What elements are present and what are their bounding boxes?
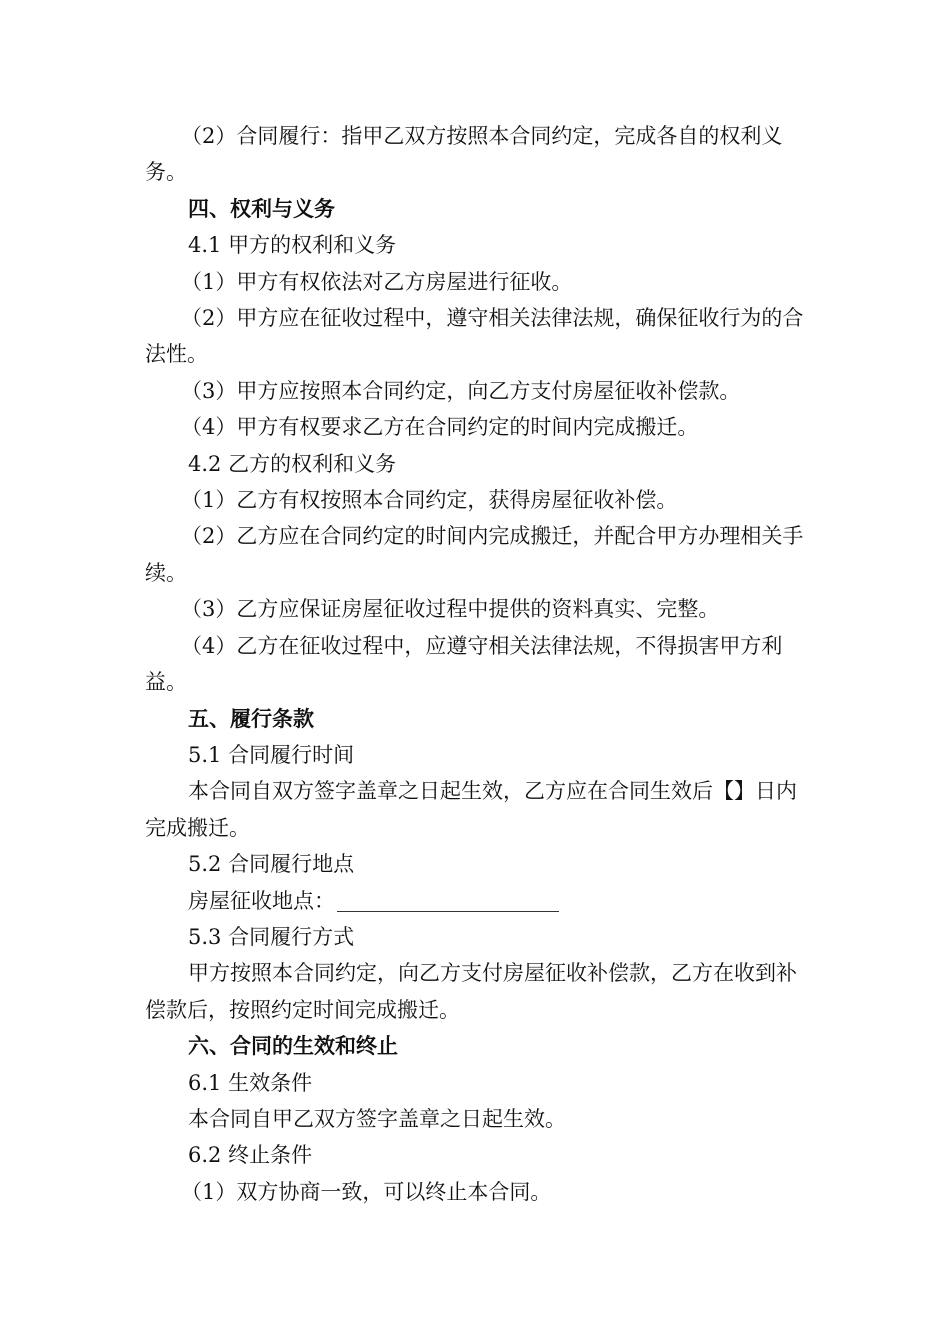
subsection-heading-6-1: 6.1 生效条件 [188,1070,313,1095]
paragraph-4-2-4: （4）乙方在征收过程中，应遵守相关法律法规，不得损害甲方利益。 [145,633,783,695]
location-label: 房屋征收地点： [188,888,335,913]
section-heading-6: 六、合同的生效和终止 [188,1033,398,1059]
subsection-heading-4-2: 4.2 乙方的权利和义务 [188,451,397,476]
section-heading-5: 五、履行条款 [188,705,314,731]
location-blank-field[interactable] [337,889,559,912]
paragraph-5-3: 甲方按照本合同约定，向乙方支付房屋征收补偿款，乙方在收到补偿款后，按照约定时间完成搬迁。 [145,961,797,1022]
document-body [145,118,810,1210]
paragraph-6-2-1: （1）双方协商一致，可以终止本合同。 [181,1179,552,1204]
paragraph-4-1-4: （4）甲方有权要求乙方在合同约定的时间内完成搬迁。 [181,415,699,440]
subsection-heading-6-2: 6.2 终止条件 [188,1143,313,1168]
subsection-heading-5-2: 5.2 合同履行地点 [188,852,355,877]
paragraph-5-2 [145,883,810,919]
section-heading-4: 四、权利与义务 [188,195,335,221]
paragraph-4-2-1: （1）乙方有权按照本合同约定，获得房屋征收补偿。 [181,488,678,513]
paragraph-4-2-2: （2）乙方应在合同约定的时间内完成搬迁，并配合甲方办理相关手续。 [145,524,804,585]
paragraph-6-1: 本合同自甲乙双方签字盖章之日起生效。 [188,1106,566,1131]
paragraph-clause-3-2: （2）合同履行：指甲乙双方按照本合同约定，完成各自的权利义务。 [145,124,783,185]
paragraph-4-2-3: （3）乙方应保证房屋征收过程中提供的资料真实、完整。 [181,597,720,622]
subsection-heading-4-1: 4.1 甲方的权利和义务 [188,233,397,258]
paragraph-4-1-2: （2）甲方应在征收过程中，遵守相关法律法规，确保征收行为的合法性。 [145,306,804,367]
subsection-heading-5-1: 5.1 合同履行时间 [188,742,355,767]
paragraph-4-1-3: （3）甲方应按照本合同约定，向乙方支付房屋征收补偿款。 [181,378,741,403]
subsection-heading-5-3: 5.3 合同履行方式 [188,924,355,949]
paragraph-4-1-1: （1）甲方有权依法对乙方房屋进行征收。 [181,269,573,294]
paragraph-5-1: 本合同自双方签字盖章之日起生效，乙方应在合同生效后【】日内完成搬迁。 [145,779,797,840]
